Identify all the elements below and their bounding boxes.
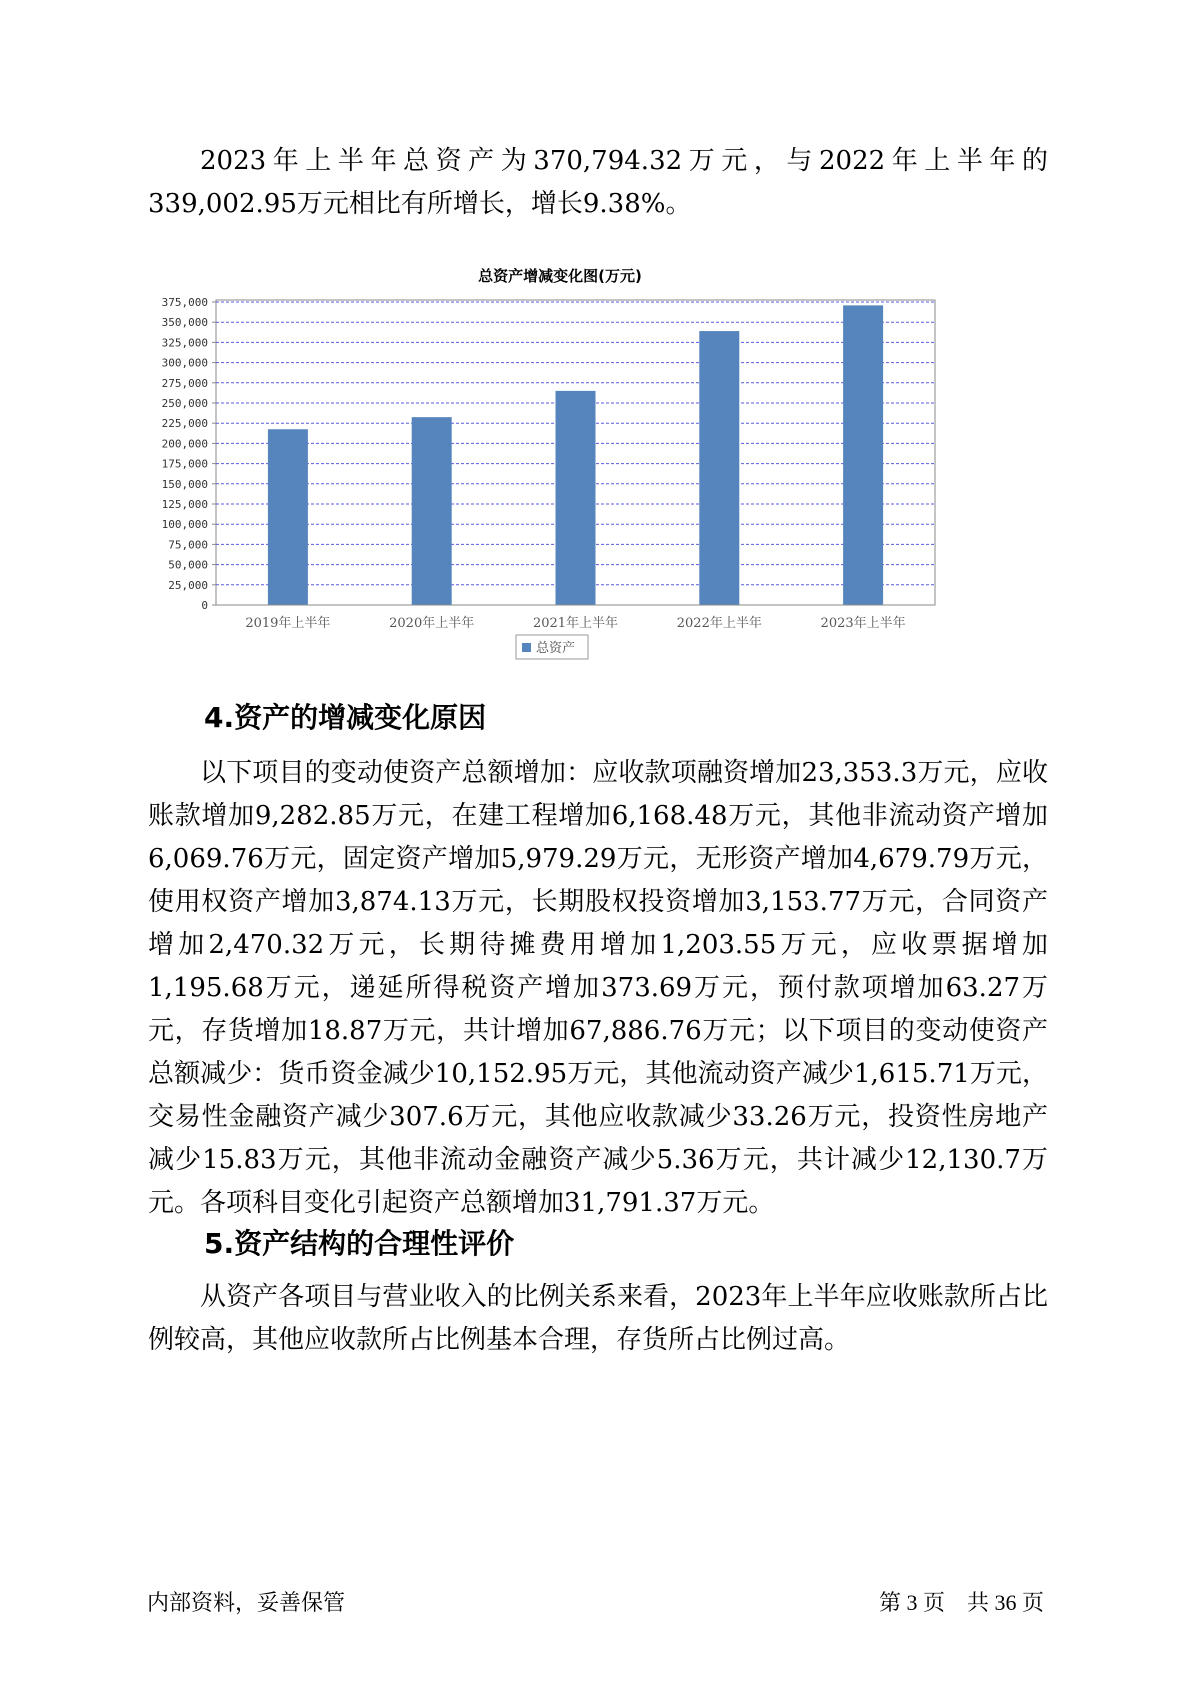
chart-title: 总资产增减变化图(万元) <box>478 267 642 286</box>
total-assets-bar-chart <box>150 262 1030 722</box>
bar-2 <box>412 417 452 605</box>
bar-4 <box>699 331 739 605</box>
section4-paragraph: 以下项目的变动使资产总额增加：应收款项融资增加23,353.3万元，应收账款增加9,282.85万元，在建工程增加6,168.48万元，其他非流动资产增加6,069.76万元，固定资产增加5,979.29万元，无形资产增加4,679.79万元，使用权资产增加3,874.13万元，长期股权投资增加3,153.77万元，合同资产增加2,470.32万元，长期待摊费用增加1,203.55万元，应收票据增加1,195.68万元，递延所得税资产增加373.69万元，预付款项增加63.27万元，存货增加18.87万元，共计增加67,886.76万元；以下项目的变动使资产总额减少：货币资金减少10,152.95万元，其他流动资产减少1,615.71万元，交易性金融资产减少307.6万元，其他应收款减少33.26万元，投资性房地产减少15.83万元，其他非流动金融资产减少5.36万元，共计减少12,130.7万元。各项科目变化引起资产总额增加31,791.37万元。 <box>148 758 1048 1218</box>
y-tick-label: 375,000 <box>161 296 208 309</box>
y-tick-label: 200,000 <box>161 437 208 451</box>
y-tick-label: 100,000 <box>161 518 208 532</box>
y-tick-label: 150,000 <box>161 477 208 491</box>
x-tick-label: 2022年上半年 <box>676 616 762 631</box>
y-tick-label: 175,000 <box>161 457 208 471</box>
legend-swatch <box>522 643 531 652</box>
section4-heading: 4.资产的增减变化原因 <box>204 701 487 734</box>
y-tick-label: 325,000 <box>161 336 208 350</box>
x-tick-label: 2023年上半年 <box>820 616 906 631</box>
y-tick-label: 225,000 <box>161 417 208 431</box>
x-tick-label: 2020年上半年 <box>389 616 475 631</box>
x-tick-label: 2019年上半年 <box>245 616 331 631</box>
y-tick-label: 350,000 <box>161 316 208 330</box>
y-tick-label: 300,000 <box>161 356 208 370</box>
y-tick-label: 275,000 <box>161 376 208 390</box>
footer-page-number: 第 3 页 共 36 页 <box>878 1590 1044 1615</box>
y-tick-label: 125,000 <box>161 498 208 511</box>
y-tick-label: 50,000 <box>168 558 208 572</box>
y-tick-label: 0 <box>201 599 208 612</box>
y-tick-label: 75,000 <box>168 538 208 552</box>
y-tick-label: 25,000 <box>168 578 208 592</box>
bar-1 <box>268 429 308 605</box>
y-tick-label: 250,000 <box>161 397 208 410</box>
plot-area <box>162 296 935 659</box>
x-tick-label: 2021年上半年 <box>532 616 619 631</box>
section5-heading: 5.资产结构的合理性评价 <box>204 1227 515 1260</box>
legend-label: 总资产 <box>536 641 576 656</box>
intro-paragraph: 2023年上半年总资产为370,794.32万元，与2022年上半年的339,002.95万元相比有所增长，增长9.38%。 <box>148 146 1048 219</box>
bar-5 <box>843 305 883 605</box>
bar-3 <box>556 391 596 605</box>
section5-paragraph: 从资产各项目与营业收入的比例关系来看，2023年上半年应收账款所占比例较高，其他应收款所占比例基本合理，存货所占比例过高。 <box>148 1282 1048 1355</box>
footer-confidential-note: 内部资料，妥善保管 <box>147 1590 346 1615</box>
